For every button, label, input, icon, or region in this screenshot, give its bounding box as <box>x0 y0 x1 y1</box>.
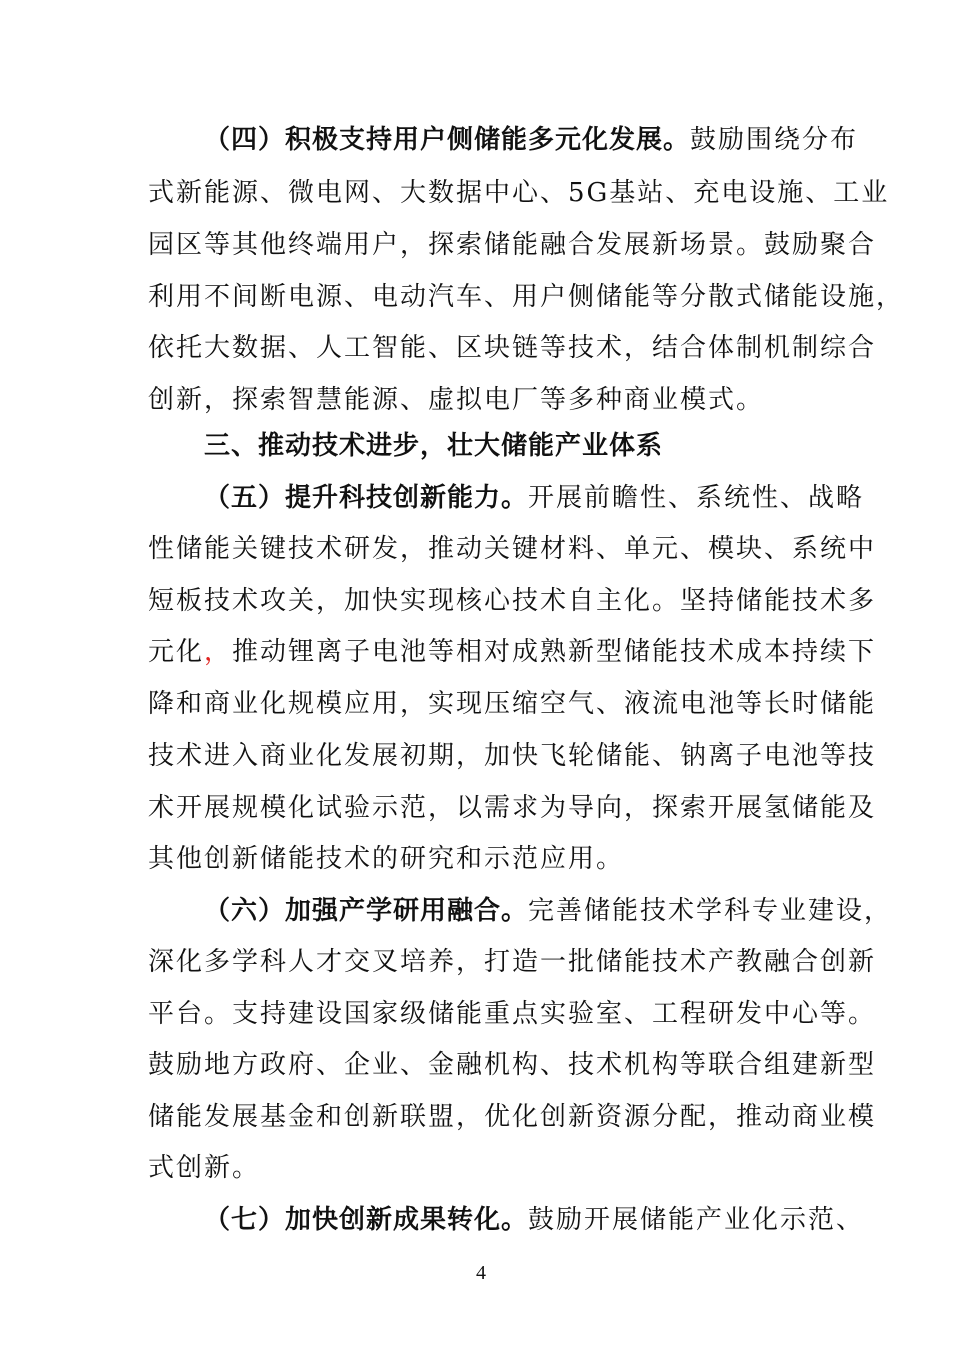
p6-line-6: 式创新。 <box>148 1153 261 1183</box>
p5-lead-rest: 开展前瞻性、系统性、战略 <box>528 483 865 513</box>
p7-line-1 <box>204 1200 865 1240</box>
p6-line-4: 鼓励地方政府、企业、金融机构、技术机构等联合组建新型 <box>148 1050 877 1080</box>
page-number: 4 <box>476 1262 486 1284</box>
p4-line-3: 园区等其他终端用户，探索储能融合发展新场景。鼓励聚合 <box>148 230 877 260</box>
p5-line-6: 技术进入商业化发展初期，加快飞轮储能、钠离子电池等技 <box>148 741 877 771</box>
p6-line-5: 储能发展基金和创新联盟，优化创新资源分配，推动商业模 <box>148 1102 877 1132</box>
p6-line-1 <box>204 891 893 931</box>
p4-line-4: 利用不间断电源、电动汽车、用户侧储能等分散式储能设施， <box>148 282 905 312</box>
p4-lead-rest: 鼓励围绕分布 <box>690 125 859 155</box>
p5-line-2: 性储能关键技术研发，推动关键材料、单元、模块、系统中 <box>148 534 877 564</box>
section-heading: 三、推动技术进步，壮大储能产业体系 <box>204 431 664 461</box>
p5-line4-b: 推动锂离子电池等相对成熟新型储能技术成本持续下 <box>232 637 877 667</box>
p6-lead-rest: 完善储能技术学科专业建设， <box>528 896 893 926</box>
p5-line-5: 降和商业化规模应用，实现压缩空气、液流电池等长时储能 <box>148 689 877 719</box>
p6-heading: （六）加强产学研用融合。 <box>204 896 529 926</box>
p5-line-3: 短板技术攻关，加快实现核心技术自主化。坚持储能技术多 <box>148 586 877 616</box>
p4-line-2: 式新能源、微电网、大数据中心、5G基站、充电设施、工业 <box>148 178 890 208</box>
p5-line-7: 术开展规模化试验示范，以需求为导向，探索开展氢储能及 <box>148 793 877 823</box>
p5-red-comma: ， <box>204 637 233 667</box>
p7-heading: （七）加快创新成果转化。 <box>204 1205 529 1235</box>
p6-line-3: 平台。支持建设国家级储能重点实验室、工程研发中心等。 <box>148 999 877 1029</box>
p6-line-2: 深化多学科人才交叉培养，打造一批储能技术产教融合创新 <box>148 947 877 977</box>
p5-line-4 <box>148 632 877 672</box>
p4-line-1 <box>204 120 859 160</box>
p5-heading: （五）提升科技创新能力。 <box>204 483 529 513</box>
p5-line4-a: 元化 <box>148 637 205 667</box>
p5-line-8: 其他创新储能技术的研究和示范应用。 <box>148 844 625 874</box>
p5-line-1 <box>204 478 865 518</box>
p4-heading: （四）积极支持用户侧储能多元化发展。 <box>204 125 691 155</box>
p4-line-6: 创新，探索智慧能源、虚拟电厂等多种商业模式。 <box>148 385 765 415</box>
p4-line-5: 依托大数据、人工智能、区块链等技术，结合体制机制综合 <box>148 333 877 363</box>
p7-lead-rest: 鼓励开展储能产业化示范、 <box>528 1205 865 1235</box>
